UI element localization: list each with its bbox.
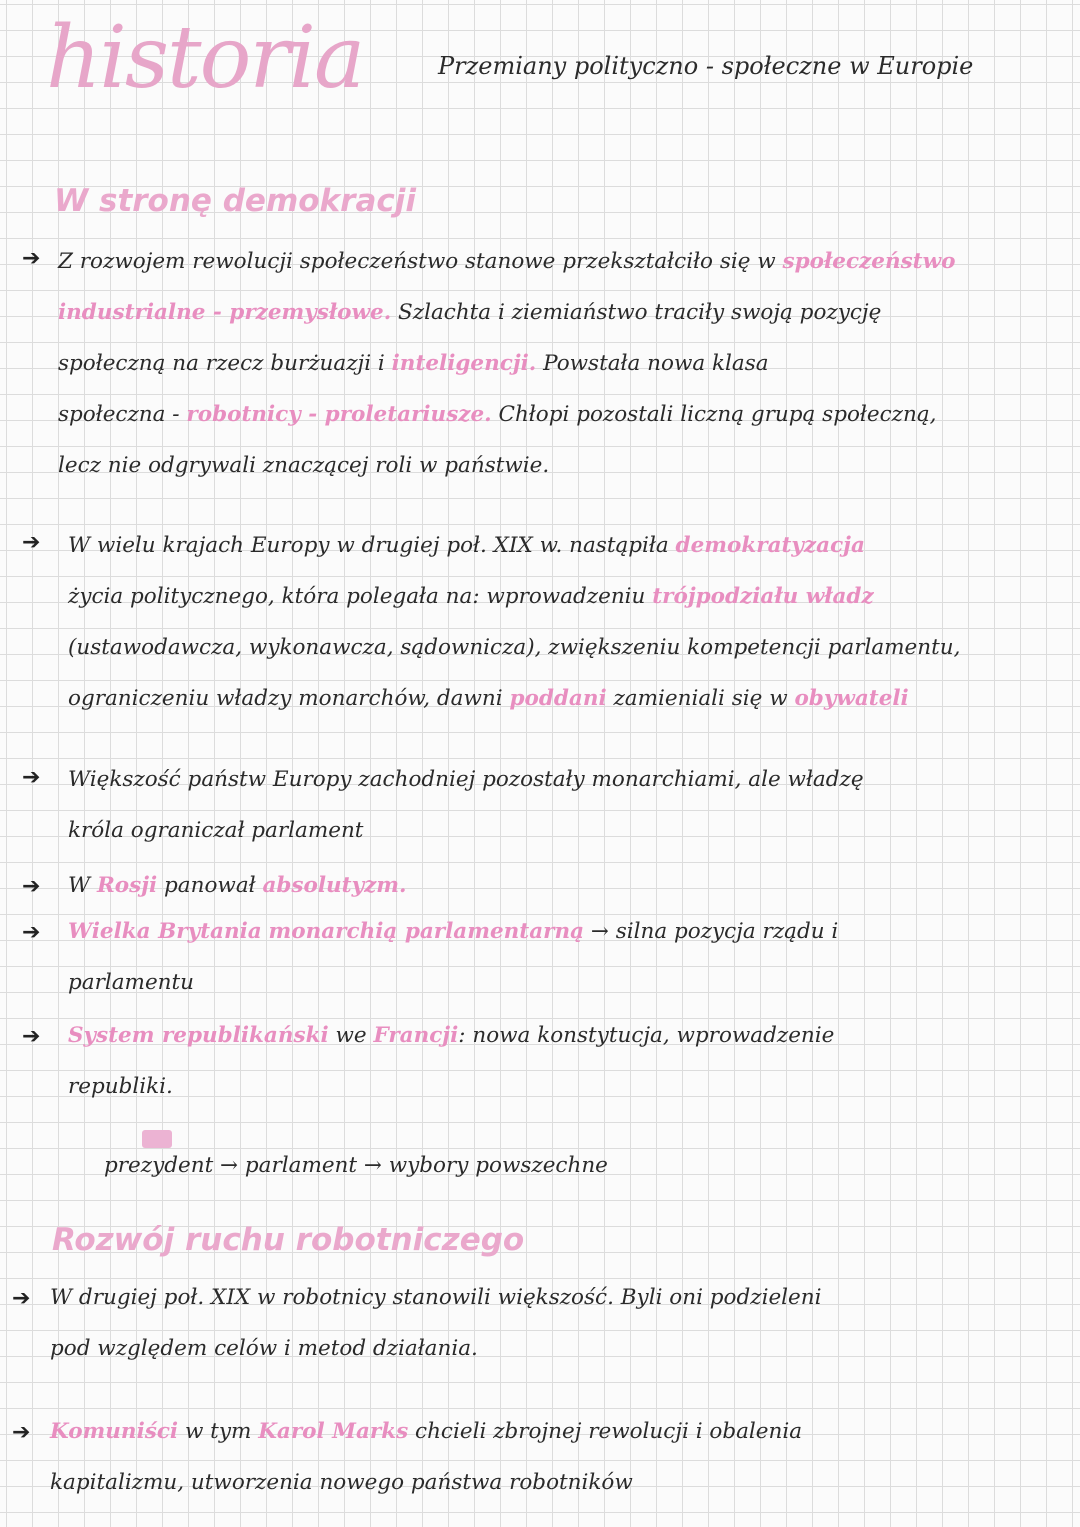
page-title: historia <box>46 8 364 108</box>
arrow-bullet-icon: ➔ <box>22 920 41 945</box>
section-heading-democracy: W stronę demokracji <box>54 183 416 219</box>
paragraph-britain: Wielka Brytania monarchią parlamentarną → silna pozycja rządu i parlamentu <box>68 919 839 995</box>
arrow-bullet-icon: ➔ <box>22 1024 41 1049</box>
arrow-bullet-icon: ➔ <box>22 246 41 271</box>
arrow-bullet-icon: ➔ <box>12 1286 31 1311</box>
arrow-bullet-icon: ➔ <box>22 874 41 899</box>
paragraph-france: System republikański we Francji: nowa konstytucja, wprowadzenie republiki. <box>68 1023 835 1099</box>
paragraph-russia: W Rosji panował absolutyzm. <box>68 873 407 898</box>
paragraph-workers: W drugiej poł. XIX w robotnicy stanowili większość. Byli oni podzieleni pod względem celów i metod działania. <box>50 1285 822 1361</box>
arrow-bullet-icon: ➔ <box>22 765 41 790</box>
arrow-bullet-icon: ➔ <box>12 1420 31 1445</box>
paragraph-democratization: W wielu krajach Europy w drugiej poł. XIX w. nastąpiła demokratyzacja życia politycznego, która polegała na: wprowadzeniu trójpodziału władz (ustawodawcza, wykonawcza, sądownicza), zwiększeniu kompetencji parlamentu, ograniczeniu władzy monarchów, dawni poddani zamieniali się w obywateli <box>68 533 961 711</box>
arrow-bullet-icon: ➔ <box>22 530 41 555</box>
republic-scheme: prezydent → parlament → wybory powszechne <box>104 1153 608 1178</box>
paragraph-communists: Komuniści w tym Karol Marks chcieli zbrojnej rewolucji i obalenia kapitalizmu, utworzenia nowego państwa robotników <box>50 1419 803 1495</box>
page-subtitle: Przemiany polityczno - społeczne w Europie <box>438 52 974 80</box>
section-heading-labour-movement: Rozwój ruchu robotniczego <box>52 1222 525 1258</box>
paragraph-monarchies: Większość państw Europy zachodniej pozostały monarchiami, ale władzę króla ograniczał parlament <box>68 767 864 843</box>
paragraph-society: Z rozwojem rewolucji społeczeństwo stanowe przekształciło się w społeczeństwo industrialne - przemysłowe. Szlachta i ziemiaństwo traciły swoją pozycję społeczną na rzecz burżuazji i inteligencji. Powstała nowa klasa społeczna - robotnicy - proletariusze. Chłopi pozostali liczną grupą społeczną, lecz nie odgrywali znaczącej roli w państwie. <box>58 249 956 478</box>
